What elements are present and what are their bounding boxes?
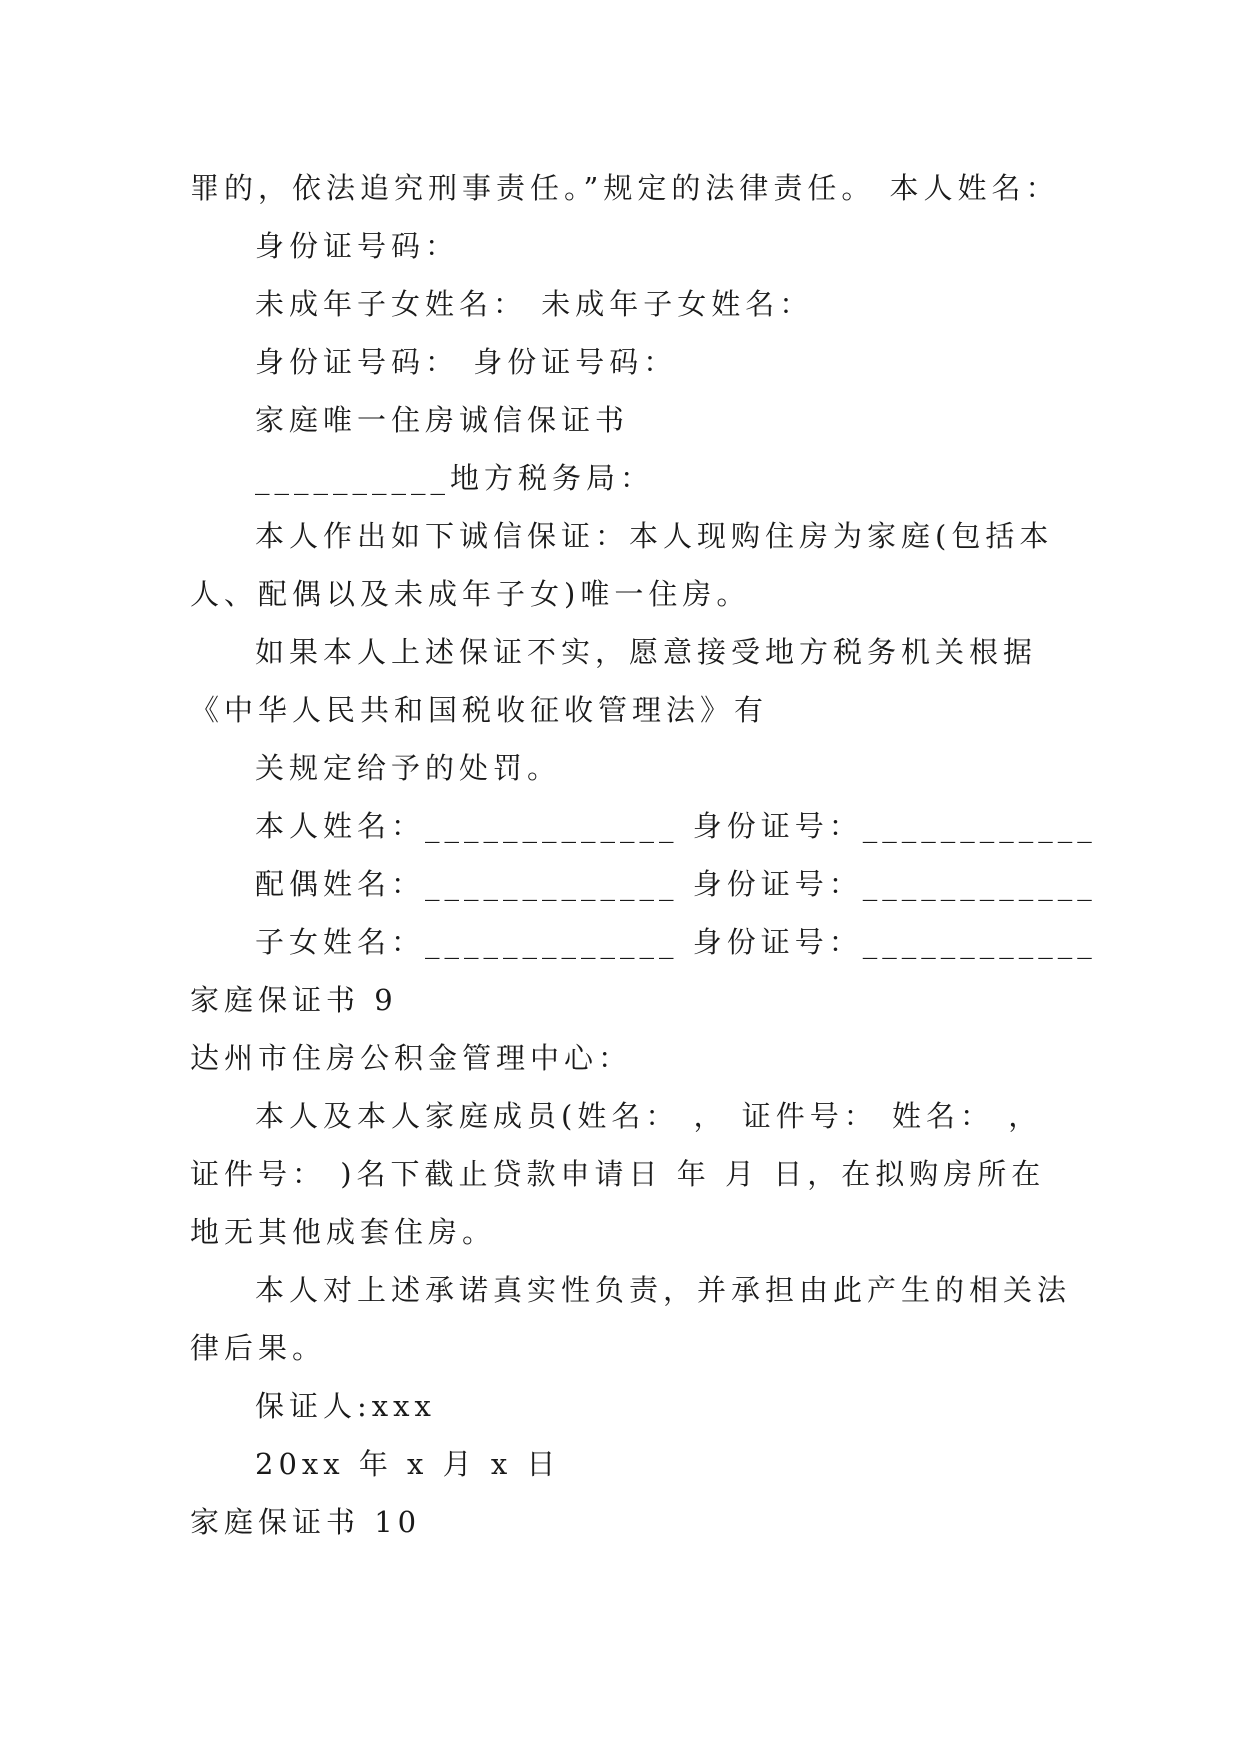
paragraph-line: 地无其他成套住房。 — [190, 1215, 497, 1249]
text-line: 未成年子女姓名： 未成年子女姓名： — [255, 287, 814, 321]
addressee-line: __________地方税务局： — [255, 461, 655, 495]
paragraph-line: 律后果。 — [190, 1331, 327, 1365]
paragraph-line: 关规定给予的处罚。 — [255, 751, 562, 785]
date-line: 20xx 年 x 月 x 日 — [255, 1447, 561, 1481]
paragraph-line: 本人作出如下诚信保证：本人现购住房为家庭(包括本 — [255, 519, 1054, 553]
text-line: 身份证号码： — [255, 229, 460, 263]
text-line: 身份证号码： 身份证号码： — [255, 345, 678, 379]
paragraph-line: 《中华人民共和国税收征收管理法》有 — [190, 693, 769, 727]
paragraph-line: 本人及本人家庭成员(姓名： ， 证件号： 姓名： ， — [255, 1099, 1043, 1133]
paragraph-line: 人、配偶以及未成年子女)唯一住房。 — [190, 577, 751, 611]
paragraph-line: 如果本人上述保证不实，愿意接受地方税务机关根据 — [255, 635, 1038, 669]
paragraph-line: 证件号： )名下截止贷款申请日 年 月 日，在拟购房所在 — [190, 1157, 1046, 1191]
text-line: 罪的，依法追究刑事责任。”规定的法律责任。 本人姓名： — [190, 171, 1060, 205]
form-line-spouse: 配偶姓名：_____________ 身份证号：____________ — [255, 867, 1097, 901]
addressee-line: 达州市住房公积金管理中心： — [190, 1041, 633, 1075]
guarantor-line: 保证人:xxx — [255, 1389, 436, 1423]
heading: 家庭唯一住房诚信保证书 — [255, 403, 630, 437]
section-title: 家庭保证书 10 — [190, 1505, 422, 1539]
form-line-self: 本人姓名：_____________ 身份证号：____________ — [255, 809, 1097, 843]
section-title: 家庭保证书 9 — [190, 983, 398, 1017]
form-line-child: 子女姓名：_____________ 身份证号：____________ — [255, 925, 1097, 959]
paragraph-line: 本人对上述承诺真实性负责，并承担由此产生的相关法 — [255, 1273, 1072, 1307]
